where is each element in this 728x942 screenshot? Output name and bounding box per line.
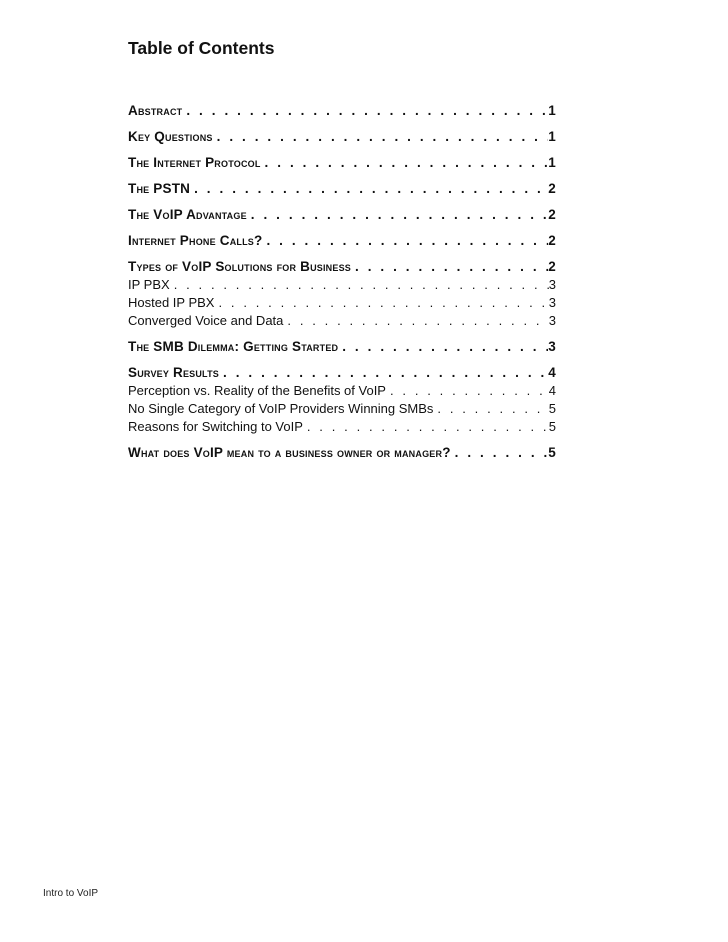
dot-leader [213, 128, 549, 146]
toc-group [128, 338, 556, 356]
dot-leader [214, 294, 548, 312]
dot-leader [451, 444, 549, 462]
toc-heading-entry[interactable] [128, 102, 556, 120]
toc-entry-label: The SMB Dilemma: Getting Started [128, 339, 339, 354]
toc-subentry[interactable] [128, 400, 556, 418]
toc-entry-label: Internet Phone Calls? [128, 233, 263, 248]
toc-heading-entry[interactable] [128, 444, 556, 462]
toc-subentry[interactable] [128, 418, 556, 436]
toc-entry-label: Reasons for Switching to VoIP [128, 419, 303, 434]
toc-page-number: 5 [548, 401, 556, 416]
toc-page-number: 4 [548, 365, 556, 380]
dot-leader [283, 312, 548, 330]
toc-heading-entry[interactable] [128, 232, 556, 250]
toc-entry-label: Survey Results [128, 365, 219, 380]
toc-entry-label: No Single Category of VoIP Providers Winning SMBs [128, 401, 434, 416]
toc-heading-entry[interactable] [128, 128, 556, 146]
toc-entry-label: IP PBX [128, 277, 170, 292]
toc-page-number: 4 [548, 383, 556, 398]
dot-leader [261, 154, 549, 172]
dot-leader [351, 258, 548, 276]
toc-heading-entry[interactable] [128, 338, 556, 356]
toc-page-number: 3 [548, 339, 556, 354]
toc-page-number: 2 [548, 207, 556, 222]
toc-page-number: 5 [548, 419, 556, 434]
toc-page-number: 2 [548, 259, 556, 274]
toc-group [128, 232, 556, 250]
toc-heading-entry[interactable] [128, 154, 556, 172]
toc-group [128, 102, 556, 120]
toc-group [128, 180, 556, 198]
dot-leader [338, 338, 548, 356]
dot-leader [247, 206, 549, 224]
toc-heading-entry[interactable] [128, 364, 556, 382]
toc-subentry[interactable] [128, 294, 556, 312]
dot-leader [170, 276, 549, 294]
toc-heading-entry[interactable] [128, 180, 556, 198]
toc-subentry[interactable] [128, 382, 556, 400]
page-title: Table of Contents [128, 38, 275, 58]
toc-group [128, 128, 556, 146]
toc-page-number: 3 [548, 277, 556, 292]
toc-page-number: 5 [548, 445, 556, 460]
toc-heading-entry[interactable] [128, 206, 556, 224]
toc-entry-label: Converged Voice and Data [128, 313, 284, 328]
toc-page-number: 3 [548, 313, 556, 328]
toc-entry-label: The PSTN [128, 181, 191, 196]
toc-page-number: 1 [548, 129, 556, 144]
toc-entry-label: Types of VoIP Solutions for Business [128, 259, 351, 274]
toc-entry-label: The Internet Protocol [128, 155, 261, 170]
toc-page-number: 1 [548, 155, 556, 170]
toc-page-number: 2 [548, 181, 556, 196]
toc-subentry[interactable] [128, 312, 556, 330]
toc-page-number: 3 [548, 295, 556, 310]
toc-entry-label: Abstract [128, 103, 183, 118]
dot-leader [262, 232, 548, 250]
toc-group [128, 206, 556, 224]
toc-group [128, 444, 556, 462]
toc-entry-label: Hosted IP PBX [128, 295, 215, 310]
toc-subentry[interactable] [128, 276, 556, 294]
dot-leader [182, 102, 548, 120]
toc-entry-label: The VoIP Advantage [128, 207, 247, 222]
dot-leader [433, 400, 548, 418]
dot-leader [219, 364, 548, 382]
dot-leader [190, 180, 548, 198]
dot-leader [303, 418, 549, 436]
toc-group [128, 154, 556, 172]
dot-leader [386, 382, 549, 400]
toc-heading-entry[interactable] [128, 258, 556, 276]
table-of-contents [128, 102, 556, 470]
footer-text: Intro to VoIP [43, 888, 99, 899]
toc-entry-label: Key Questions [128, 129, 213, 144]
toc-entry-label: Perception vs. Reality of the Benefits of VoIP [128, 383, 386, 398]
toc-group [128, 258, 556, 330]
toc-entry-label: What does VoIP mean to a business owner or manager? [128, 445, 451, 460]
toc-group [128, 364, 556, 436]
toc-page-number: 2 [548, 233, 556, 248]
toc-page-number: 1 [548, 103, 556, 118]
